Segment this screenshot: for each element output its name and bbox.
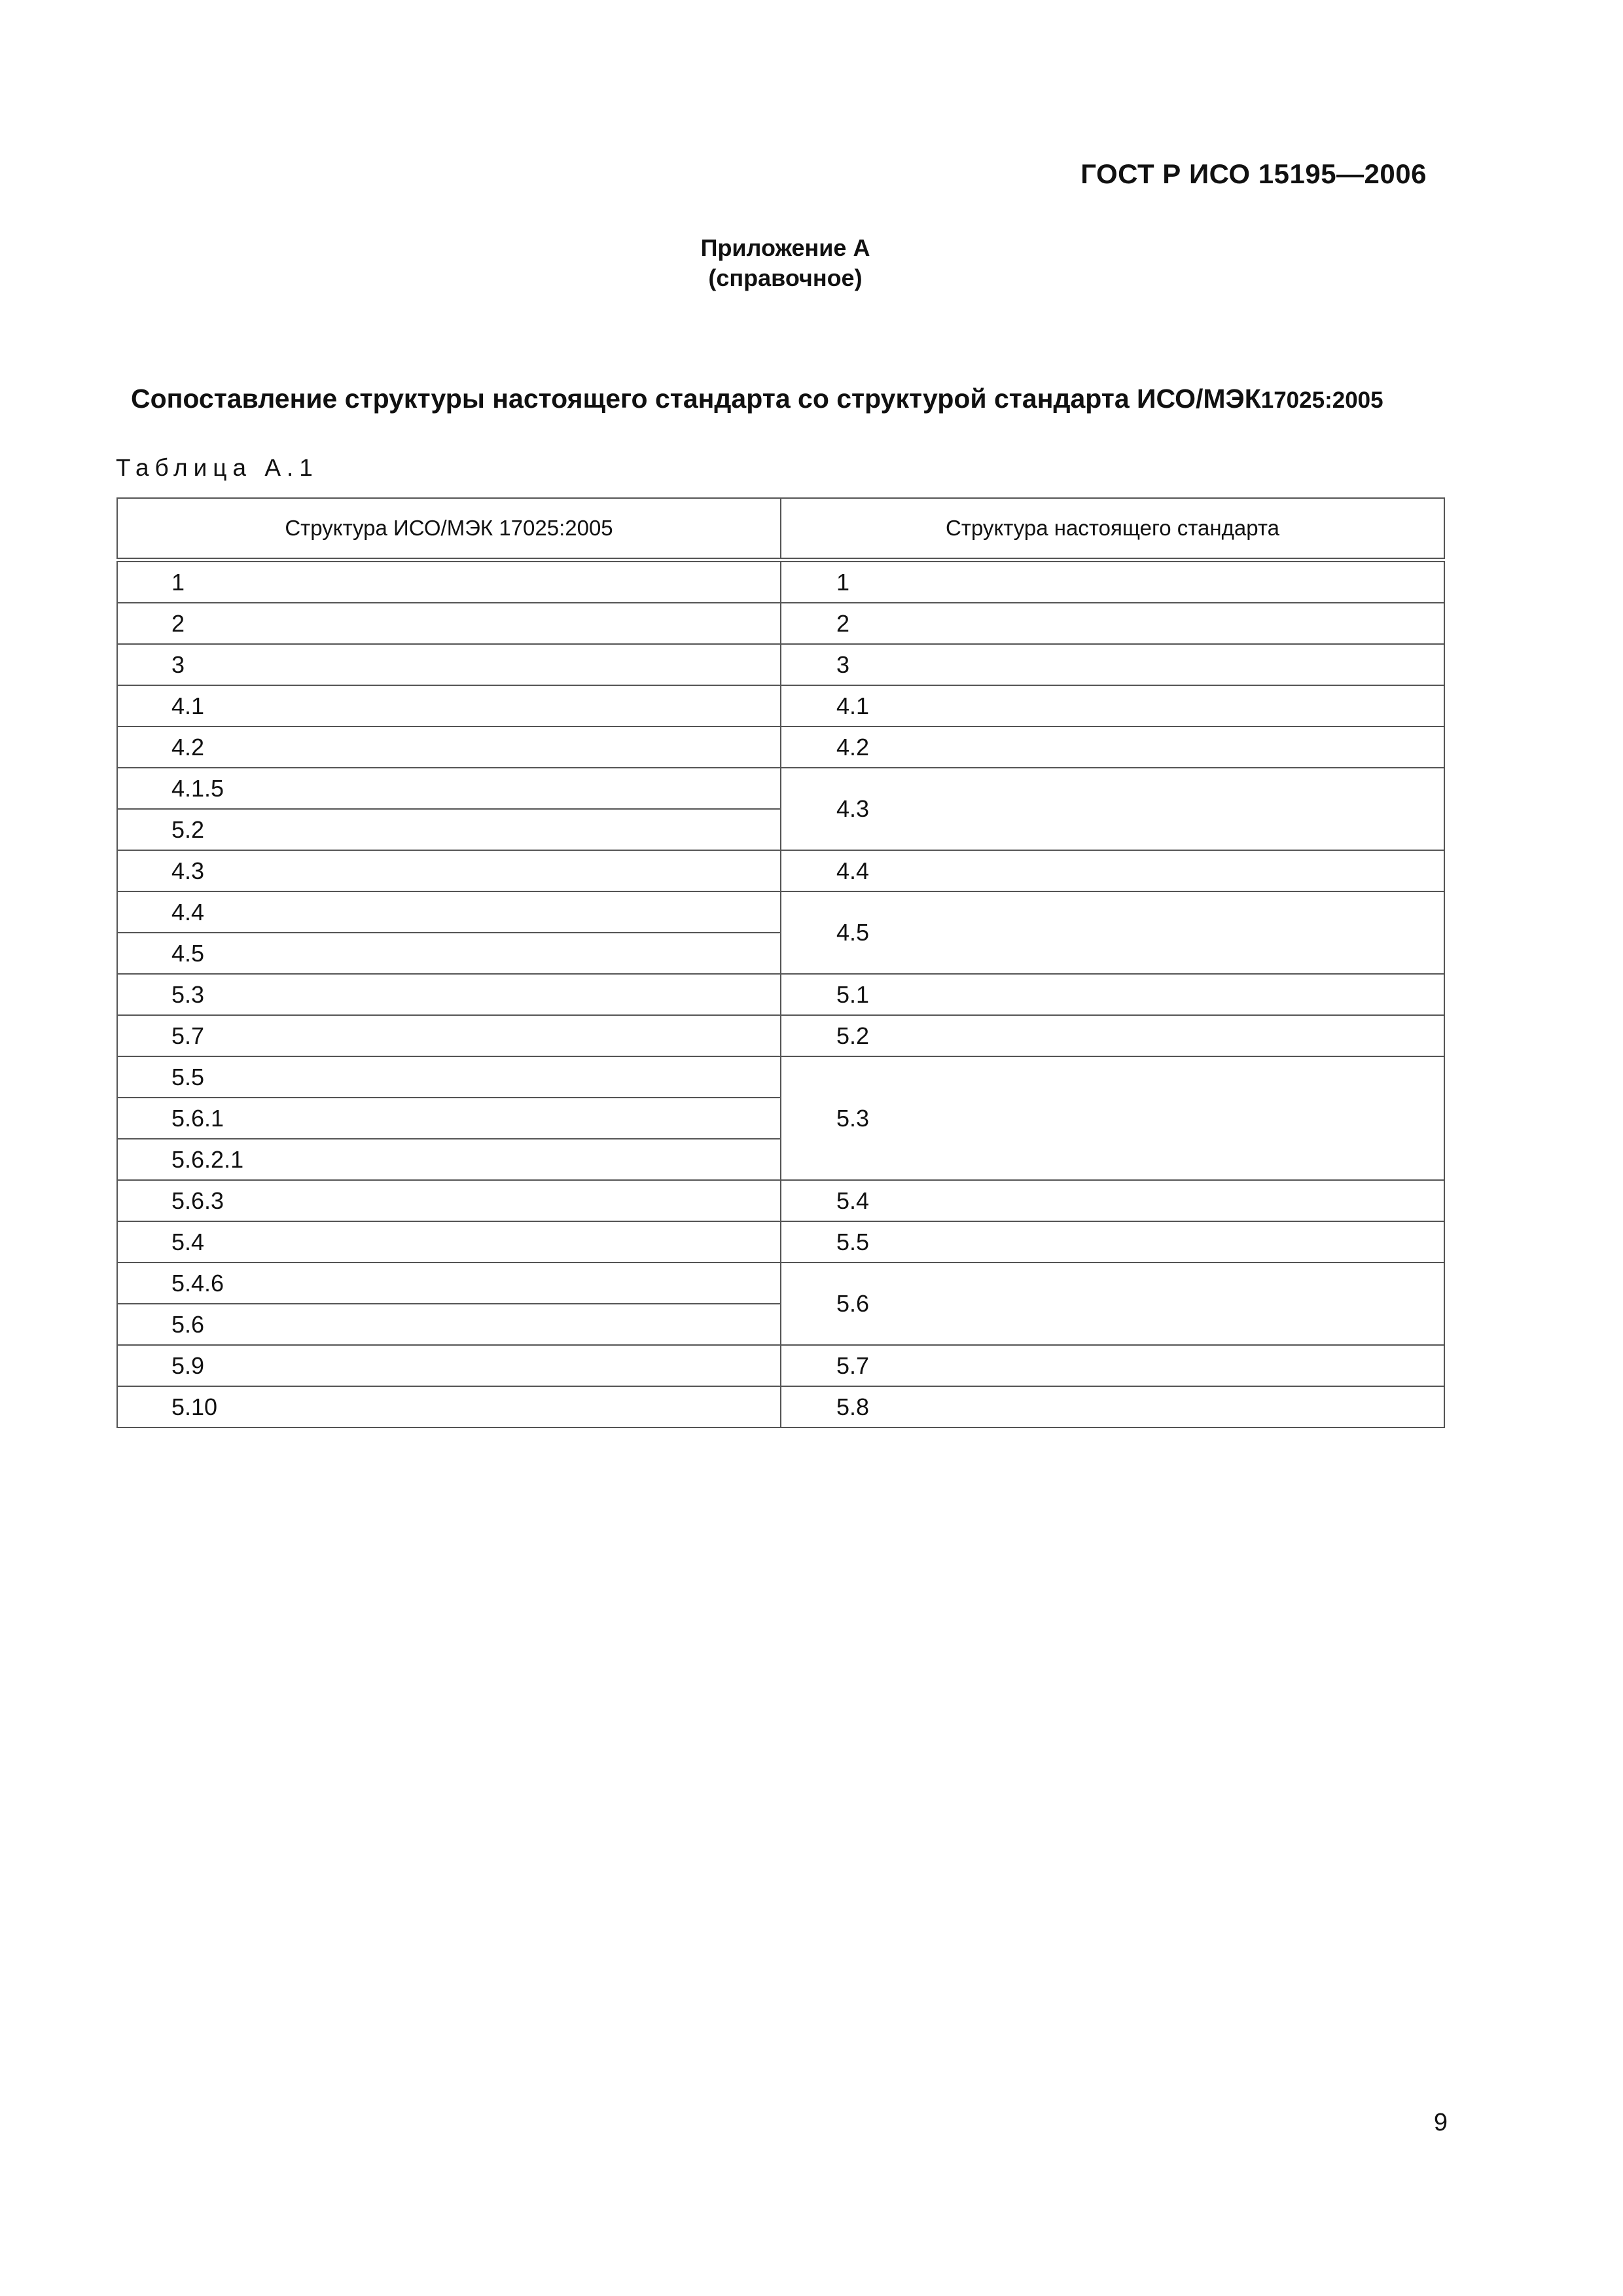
cell-text: 5.5 [836,1228,870,1255]
table-cell [117,560,781,603]
cell-text: 5.3 [171,980,205,1008]
table-row [117,1386,1444,1427]
cell-text: 5.1 [836,980,870,1008]
table-cell [117,1345,781,1386]
table-cell [781,1345,1444,1386]
table-cell [781,891,1444,974]
cell-text: 5.6.2.1 [171,1145,244,1173]
table-header-row [117,498,1444,560]
table-row [117,1056,1444,1098]
appendix-title: Приложение А [700,234,870,261]
table-row [117,1015,1444,1056]
cell-text: 5.9 [171,1352,205,1379]
cell-text: 4.4 [836,857,870,884]
page-number: 9 [1433,2109,1448,2136]
table-cell [117,726,781,768]
cell-text: 4.1 [836,692,870,719]
table-cell [117,1386,781,1427]
table-cell [117,1098,781,1139]
cell-text: 5.7 [171,1022,205,1049]
table-cell [781,1015,1444,1056]
table-cell [781,685,1444,726]
table-row [117,1180,1444,1221]
document-code: ГОСТ Р ИСО 15195—2006 [1080,158,1427,189]
table-cell [117,850,781,891]
cell-text: 4.5 [836,919,870,946]
table-cell [117,1056,781,1098]
cell-text: 5.3 [836,1104,870,1132]
cell-text: 3 [836,651,850,678]
section-title [131,384,1383,414]
table-row [117,685,1444,726]
table-row [117,726,1444,768]
cell-text: 4.5 [171,939,205,967]
table-row [117,891,1444,933]
table-row [117,768,1444,809]
table-row [117,850,1444,891]
table-cell [781,1180,1444,1221]
structure-comparison-table [116,497,1445,1428]
table-row [117,1345,1444,1386]
cell-text: 3 [171,651,185,678]
table-cell [117,1304,781,1345]
table-caption: Таблица А.1 [116,454,319,481]
table-cell [781,560,1444,603]
section-title-suffix: 17025:2005 [1260,387,1383,413]
cell-text: 1 [836,568,850,596]
table-cell [117,1015,781,1056]
table-cell [117,768,781,809]
table-row [117,644,1444,685]
table-cell [117,809,781,850]
cell-text: 4.2 [171,733,205,761]
table-row [117,603,1444,644]
table-cell [117,891,781,933]
cell-text: 4.2 [836,733,870,761]
table-cell [117,1263,781,1304]
cell-text: 5.4 [171,1228,205,1255]
cell-text: 2 [836,609,850,637]
cell-text: 5.4 [836,1187,870,1214]
cell-text: 4.3 [836,795,870,822]
table-cell [117,1180,781,1221]
cell-text: 4.3 [171,857,205,884]
cell-text: 2 [171,609,185,637]
cell-text: 5.10 [171,1393,218,1420]
table-cell [781,1221,1444,1263]
cell-text: 5.6 [171,1310,205,1338]
table-cell [781,768,1444,850]
table-cell [781,1386,1444,1427]
table-cell [781,644,1444,685]
cell-text: 5.5 [171,1063,205,1090]
cell-text: 5.2 [836,1022,870,1049]
table-cell [781,850,1444,891]
table-cell [781,974,1444,1015]
table-cell [781,1263,1444,1345]
table-row [117,1221,1444,1263]
table-row [117,1263,1444,1304]
cell-text: 1 [171,568,185,596]
appendix-type: (справочное) [708,264,863,291]
table-cell [117,933,781,974]
cell-text: 5.6.1 [171,1104,224,1132]
table-cell [117,974,781,1015]
cell-text: 5.6 [836,1290,870,1317]
table-cell [117,603,781,644]
table-cell [117,644,781,685]
cell-text: 5.2 [171,816,205,843]
cell-text: 5.4.6 [171,1269,224,1297]
section-title-text: Сопоставление структуры настоящего стандарта со структурой стандарта ИСО/МЭК [131,384,1261,414]
cell-text: 4.4 [171,898,205,925]
table-cell [117,685,781,726]
table-row [117,560,1444,603]
table-cell [117,1139,781,1180]
table-cell [781,726,1444,768]
cell-text: 5.6.3 [171,1187,224,1214]
cell-text: 5.7 [836,1352,870,1379]
column-header-iso-iec-structure: Структура ИСО/МЭК 17025:2005 [117,498,781,560]
table-cell [117,1221,781,1263]
table-cell [781,603,1444,644]
cell-text: 4.1.5 [171,774,224,802]
column-header-this-standard-structure: Структура настоящего стандарта [781,498,1444,560]
cell-text: 4.1 [171,692,205,719]
table-row [117,974,1444,1015]
table-cell [781,1056,1444,1180]
cell-text: 5.8 [836,1393,870,1420]
